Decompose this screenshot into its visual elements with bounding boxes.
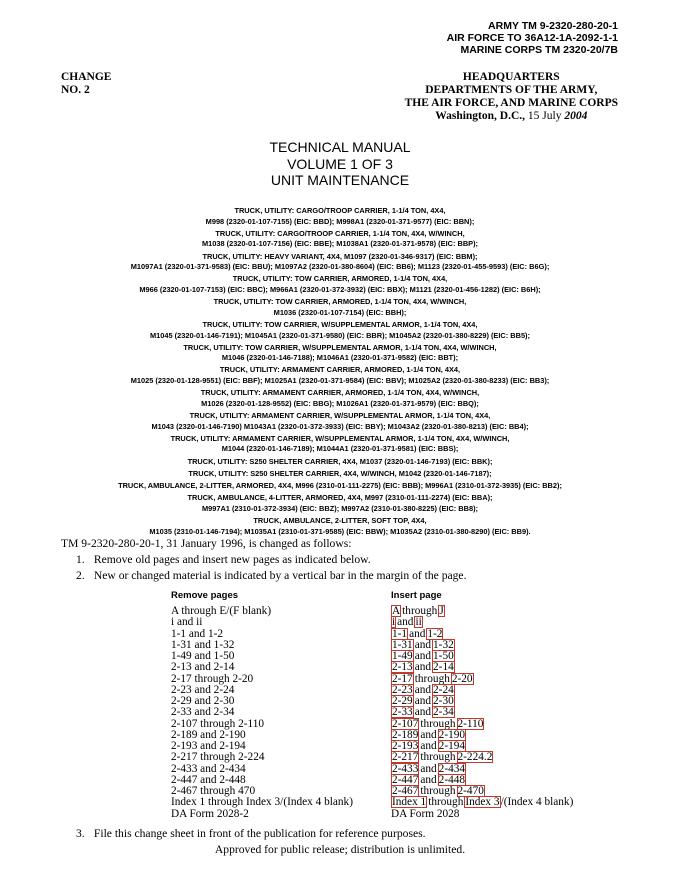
page-link[interactable]: 2-23 xyxy=(392,683,413,696)
vehicle-line: TRUCK, UTILITY: TOW CARRIER, W/SUPPLEMENTAL ARMOR, 1-1/4 TON, 4X4, xyxy=(202,319,478,329)
vehicle-entry xyxy=(40,206,640,227)
page-link[interactable]: 2-434 xyxy=(438,762,466,775)
remove-page-row: 2-107 through 2-110 xyxy=(171,717,265,730)
remove-page-row: 2-447 and 2-448 xyxy=(171,773,246,786)
vehicle-line: TRUCK, UTILITY: CARGO/TROOP CARRIER, 1-1/4 TON, 4X4, W/WINCH, xyxy=(215,228,465,238)
range-separator: and xyxy=(420,728,437,741)
vehicle-line: TRUCK, UTILITY: TOW CARRIER, ARMORED, 1-1/4 TON, 4X4, W/WINCH, xyxy=(213,297,467,307)
hq-line-3: THE AIR FORCE, AND MARINE CORPS xyxy=(404,97,618,109)
page-link[interactable]: 2-194 xyxy=(438,740,466,752)
vehicle-line: TRUCK, AMBULANCE, 2-LITTER, SOFT TOP, 4X4, xyxy=(253,515,427,525)
range-separator: and xyxy=(414,661,432,674)
remove-page-row: 1-31 and 1-32 xyxy=(171,638,235,651)
range-separator: through xyxy=(414,672,450,685)
vehicle-entry xyxy=(40,411,640,432)
insert-page-heading: Insert page xyxy=(391,590,442,601)
vehicle-list xyxy=(40,206,640,539)
vehicle-entry xyxy=(40,343,640,364)
vehicle-line: TRUCK, UTILITY: HEAVY VARIANT, 4X4, M1097 (2320-01-346-9317) (EIC: BBM); xyxy=(202,251,478,261)
vehicle-line: TRUCK, UTILITY: S250 SHELTER CARRIER, 4X4, W/WINCH, M1042 (2320-01-146-7187); xyxy=(188,468,492,478)
remove-pages-heading: Remove pages xyxy=(171,590,239,601)
vehicle-line: M966 (2320-01-107-7153) (EIC: BBC); M966A1 (2320-01-372-3932) (EIC: BBX); M1121 (2320-01-456-1282) (EIC: B6H); xyxy=(139,284,541,294)
vehicle-line: TRUCK, AMBULANCE, 2-LITTER, ARMORED, 4X4, M996 (2310-01-111-2275) (EIC: BBB); M996A1 (2310-01-372-3935) (EIC: BB2); xyxy=(118,480,562,490)
page-link[interactable]: J xyxy=(439,605,444,617)
vehicle-line: M1044 (2320-01-146-7189); M1044A1 (2320-01-371-9581) (EIC: BBS); xyxy=(221,444,459,454)
remove-page-row: 2-17 through 2-20 xyxy=(171,672,254,685)
step-number: 3. xyxy=(76,827,85,840)
page-link[interactable]: 2-107 xyxy=(392,717,419,730)
title-line-2: VOLUME 1 OF 3 xyxy=(287,155,393,172)
step-text: File this change sheet in front of the publication for reference purposes. xyxy=(93,827,426,840)
title-line-1: TECHNICAL MANUAL xyxy=(269,139,411,155)
steps-list xyxy=(76,552,466,584)
vehicle-line: TRUCK, AMBULANCE, 4-LITTER, ARMORED, 4X4, M997 (2310-01-111-2274) (EIC: BBA); xyxy=(187,493,493,503)
range-separator: and xyxy=(414,695,432,707)
remove-pages-column xyxy=(171,606,353,820)
page-link[interactable]: 2-447 xyxy=(392,773,419,786)
vehicle-line: TRUCK, UTILITY: ARMAMENT CARRIER, W/SUPPLEMENTAL ARMOR, 1-1/4 TON, 4X4, W/WINCH, xyxy=(170,433,510,443)
insert-page-row: DA Form 2028 xyxy=(391,807,460,820)
vehicle-entry xyxy=(40,493,640,514)
page-link[interactable]: 1-49 xyxy=(392,650,413,662)
remove-page-row: Index 1 through Index 3/(Index 4 blank) xyxy=(171,796,353,809)
page-note: /(Index 4 blank) xyxy=(500,796,574,809)
range-separator: and xyxy=(420,762,437,775)
vehicle-line: M1026 (2320-01-128-9552) (EIC: BBG); M1026A1 (2320-01-371-9579) (EIC: BBQ); xyxy=(201,398,479,408)
remove-page-row: i and ii xyxy=(171,616,203,629)
vehicle-line: TRUCK, UTILITY: ARMAMENT CARRIER, ARMORED, 1-1/4 TON, 4X4, xyxy=(219,365,461,375)
tm-codes xyxy=(447,20,618,56)
vehicle-entry xyxy=(40,434,640,455)
page-link[interactable]: 2-14 xyxy=(433,661,454,674)
vehicle-line: M1036 (2320-01-107-7154) (EIC: BBH); xyxy=(273,307,407,317)
vehicle-line: M998 (2320-01-107-7155) (EIC: BBD); M998A1 (2320-01-371-9577) (EIC: BBN); xyxy=(205,216,475,226)
vehicle-entry xyxy=(40,516,640,537)
remove-page-row: 2-29 and 2-30 xyxy=(171,695,235,707)
distribution-statement: Approved for public release; distribution is unlimited. xyxy=(214,843,466,856)
remove-page-row: 1-1 and 1-2 xyxy=(171,627,224,640)
vehicle-line: M1097A1 (2320-01-371-9583) (EIC: BBU); M1097A2 (2320-01-380-8604) (EIC: BB6); M1123 (2320-01-455-9593) (EIC: B6G); xyxy=(130,262,550,272)
range-separator: and xyxy=(414,650,432,662)
vehicle-line: TRUCK, UTILITY: CARGO/TROOP CARRIER, 1-1/4 TON, 4X4, xyxy=(234,206,446,215)
page-link[interactable]: Index 3 xyxy=(465,796,500,809)
date-year: 2004 xyxy=(564,110,588,122)
step-item xyxy=(76,568,466,584)
vehicle-line: TRUCK, UTILITY: TOW CARRIER, W/SUPPLEMENTAL ARMOR, 1-1/4 TON, 4X4, W/WINCH, xyxy=(183,342,497,352)
vehicle-line: TRUCK, UTILITY: ARMAMENT CARRIER, W/SUPPLEMENTAL ARMOR, 1-1/4 TON, 4X4, xyxy=(189,411,491,421)
remove-page-row: 2-193 and 2-194 xyxy=(171,740,246,752)
tm-code-air-force: AIR FORCE TO 36A12-1A-2092-1-1 xyxy=(446,32,618,44)
change-number xyxy=(61,71,111,97)
vehicle-line: TRUCK, UTILITY: ARMAMENT CARRIER, ARMORED, 1-1/4 TON, 4X4, W/WINCH, xyxy=(200,388,480,398)
change-no: NO. 2 xyxy=(61,84,90,96)
range-separator: and xyxy=(397,616,414,629)
page-link[interactable]: 2-17 xyxy=(392,672,413,685)
range-separator: and xyxy=(414,706,432,719)
range-separator: through xyxy=(420,717,456,730)
manual-title xyxy=(0,139,680,189)
range-separator: and xyxy=(420,773,437,786)
vehicle-entry xyxy=(40,252,640,273)
remove-page-row: 2-433 and 2-434 xyxy=(171,762,246,775)
remove-page-row: DA Form 2028-2 xyxy=(171,807,249,820)
range-separator: and xyxy=(414,638,432,651)
vehicle-line: TRUCK, UTILITY: S250 SHELTER CARRIER, 4X4, M1037 (2320-01-146-7193) (EIC: BBK); xyxy=(187,456,493,466)
vehicle-entry xyxy=(40,297,640,318)
intro-text: TM 9-2320-280-20-1, 31 January 1996, is changed as follows: xyxy=(61,537,352,550)
headquarters-block xyxy=(405,71,618,123)
vehicle-line: M997A1 (2310-01-372-3934) (EIC: BBZ); M997A2 (2310-01-380-8225) (EIC: BB8); xyxy=(201,503,479,513)
vehicle-entry xyxy=(40,469,640,480)
vehicle-entry xyxy=(40,388,640,409)
remove-page-row: 1-49 and 1-50 xyxy=(171,650,235,662)
page-link[interactable]: 2-110 xyxy=(457,717,484,730)
vehicle-line: M1045 (2320-01-146-7191); M1045A1 (2320-01-371-9580) (EIC: BBR); M1045A2 (2320-01-380-8229) (EIC: BB5); xyxy=(150,330,530,340)
step-item xyxy=(76,827,426,840)
range-separator: through xyxy=(428,796,464,809)
page-link[interactable]: 2-13 xyxy=(392,661,413,674)
vehicle-line: M1035 (2310-01-146-7194); M1035A1 (2310-01-371-9585) (EIC: BBW); M1035A2 (2310-01-380-8290) (EIC: BB9). xyxy=(149,526,531,536)
page-link[interactable]: 2-24 xyxy=(433,683,454,696)
page-link[interactable]: 2-448 xyxy=(438,773,466,786)
remove-page-row: 2-217 through 2-224 xyxy=(171,751,265,764)
page-link[interactable]: 1-31 xyxy=(392,638,413,651)
insert-page-row xyxy=(391,617,573,628)
range-separator: and xyxy=(414,683,432,696)
page-link[interactable]: 2-193 xyxy=(392,740,419,752)
page-link[interactable]: 1-32 xyxy=(433,638,454,651)
vehicle-entry xyxy=(40,481,640,492)
tm-code-army: ARMY TM 9-2320-280-20-1 xyxy=(488,20,618,32)
vehicle-line: TRUCK, UTILITY: TOW CARRIER, ARMORED, 1-1/4 TON, 4X4, xyxy=(232,274,448,284)
vehicle-line: M1025 (2320-01-128-9551) (EIC: BBF); M1025A1 (2320-01-371-9584) (EIC: BBV); M1025A2 (2320-01-380-8233) (EIC: BB3); xyxy=(130,376,550,386)
remove-page-row: 2-467 through 470 xyxy=(171,785,256,797)
page-link[interactable]: 2-30 xyxy=(433,695,454,707)
page-link[interactable]: 2-189 xyxy=(392,728,419,741)
remove-page-row: 2-13 and 2-14 xyxy=(171,661,235,674)
tm-code-marine-corps: MARINE CORPS TM 2320-20/7B xyxy=(460,44,618,56)
page-link[interactable]: 2-190 xyxy=(438,728,466,741)
page-link[interactable]: 1-1 xyxy=(392,627,408,640)
date-day: 15 July xyxy=(527,110,562,122)
page-link[interactable]: i xyxy=(392,616,396,629)
page-link[interactable]: A xyxy=(392,605,401,617)
page-link[interactable]: 2-29 xyxy=(392,695,413,707)
range-separator: through xyxy=(420,751,456,764)
remove-page-row: 2-189 and 2-190 xyxy=(171,728,246,741)
step-number: 1. xyxy=(76,553,85,566)
vehicle-line: M1046 (2320-01-146-7188); M1046A1 (2320-01-371-9582) (EIC: BBT); xyxy=(221,353,459,363)
vehicle-line: M1038 (2320-01-107-7156) (EIC: BBE); M1038A1 (2320-01-371-9578) (EIC: BBP); xyxy=(201,239,479,249)
vehicle-entry xyxy=(40,320,640,341)
page-link[interactable]: Index 1 xyxy=(392,796,427,809)
hq-line-1: HEADQUARTERS xyxy=(462,71,560,83)
page-link[interactable]: 2-20 xyxy=(451,672,473,685)
insert-page-row xyxy=(391,797,573,808)
range-separator: through xyxy=(420,785,456,797)
vehicle-line: M1043 (2320-01-146-7190) M1043A1 (2320-01-372-3933) (EIC: BBY); M1043A2 (2320-01-380-8213) (EIC: BB4); xyxy=(151,421,529,431)
vehicle-entry xyxy=(40,229,640,250)
insert-page-row xyxy=(391,752,573,763)
change-label: CHANGE xyxy=(61,71,112,83)
hq-line-2: DEPARTMENTS OF THE ARMY, xyxy=(425,84,598,96)
page-link[interactable]: 2-470 xyxy=(457,785,484,797)
page-link[interactable]: 2-224.2 xyxy=(457,751,493,764)
range-separator: and xyxy=(420,740,437,752)
remove-page-row: A through E/(F blank) xyxy=(171,605,272,617)
range-separator: through xyxy=(402,605,438,617)
page-link[interactable]: 2-33 xyxy=(392,706,413,719)
remove-page-row: 2-33 and 2-34 xyxy=(171,706,235,719)
insert-pages-column xyxy=(391,606,573,820)
step-number: 2. xyxy=(76,569,85,582)
step-text: Remove old pages and insert new pages as indicated below. xyxy=(93,553,371,566)
page-link[interactable]: 1-2 xyxy=(427,627,443,640)
page-link[interactable]: 1-50 xyxy=(433,650,454,662)
vehicle-entry xyxy=(40,457,640,468)
date-prefix: Washington, D.C., xyxy=(435,110,526,122)
remove-page-row: 2-23 and 2-24 xyxy=(171,683,235,696)
vehicle-entry xyxy=(40,274,640,295)
insert-page-row xyxy=(391,662,573,673)
page-link[interactable]: 2-433 xyxy=(392,762,419,775)
range-separator: and xyxy=(409,627,426,640)
vehicle-entry xyxy=(40,365,640,386)
page-link[interactable]: 2-217 xyxy=(392,751,419,764)
page-link[interactable]: ii xyxy=(415,616,422,629)
page-link[interactable]: 2-34 xyxy=(433,706,454,719)
title-line-3: UNIT MAINTENANCE xyxy=(270,172,410,188)
page-link[interactable]: 2-467 xyxy=(392,785,419,797)
step-text: New or changed material is indicated by a vertical bar in the margin of the page. xyxy=(93,569,467,582)
step-item xyxy=(76,552,466,568)
date-line xyxy=(405,110,618,123)
insert-page-row xyxy=(391,707,573,718)
